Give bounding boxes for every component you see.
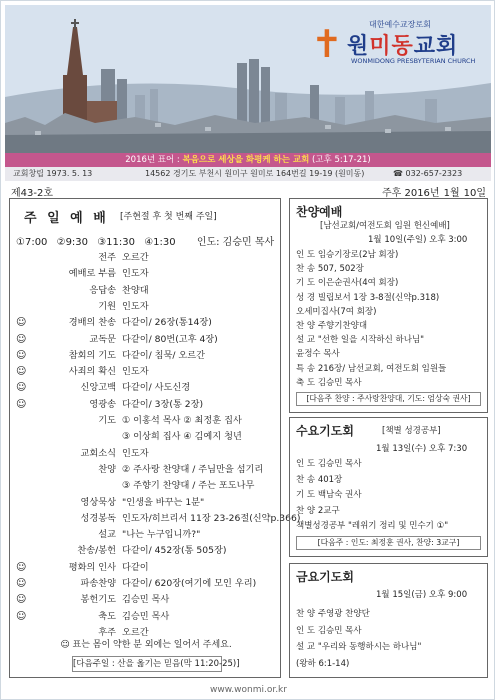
order-value: 다같이 (122, 561, 149, 573)
worship-order-row (10, 528, 282, 542)
worship-order-row (10, 610, 282, 624)
worship-order-row (10, 381, 282, 395)
praise-row: 윤정수 목사 (296, 349, 340, 360)
order-label: 교독문 (89, 333, 116, 345)
issue-number: 제43-2호 (11, 188, 54, 199)
sunday-worship-section (9, 198, 301, 678)
order-value: 오르간 (122, 252, 149, 263)
praise-service-section (289, 198, 488, 413)
order-value: 다같이/ 80번(고후 4장) (122, 333, 218, 345)
worship-order-row (10, 496, 282, 510)
order-value: 인도자 (122, 366, 149, 378)
order-value: 찬양대 (122, 284, 149, 296)
logo-church-name: 원미동교회 (347, 34, 459, 59)
order-value: 김승민 목사 (122, 594, 170, 606)
order-label: 참회의 기도 (68, 349, 116, 361)
order-label: 예배로 부름 (68, 268, 116, 280)
order-label: 축도 (98, 610, 116, 622)
friday-row: (왕하 6:1-14) (296, 658, 350, 669)
order-value: 인도자 (122, 447, 149, 459)
worship-order-row (10, 447, 282, 461)
worship-order-row (10, 463, 282, 477)
order-value: "나는 누구입니까?" (122, 529, 201, 541)
order-label: 전주 (98, 252, 116, 263)
order-label: 찬양 (98, 463, 116, 475)
order-label: 성경봉독 (80, 512, 116, 524)
friday-date: 1월 15일(금) 오후 9:00 (376, 590, 468, 600)
wednesday-prayer-section (289, 417, 488, 557)
wednesday-row: 찬 송 401장 (296, 474, 343, 485)
church-info-bar (5, 167, 491, 181)
worship-order-row (10, 251, 282, 265)
motto-banner: 2016년 표어 : 복음으로 세상을 화평케 하는 교회 (고후 5:17-21) (5, 153, 491, 167)
wednesday-subtitle: [책별 성경공부] (382, 426, 441, 436)
order-label: 찬송/봉헌 (77, 545, 116, 557)
praise-row: 기 도 이은순권사(4여 회장) (296, 278, 399, 289)
praise-row: 오세미집사(7여 회장) (296, 306, 377, 317)
order-label: 사죄의 확신 (68, 366, 116, 378)
wednesday-next-note: [다음주 : 인도: 최정훈 권사, 찬양: 3교구] (296, 536, 481, 550)
order-label: 파송찬양 (80, 578, 116, 589)
order-label: 설교 (98, 529, 116, 541)
worship-order-row (10, 414, 282, 428)
order-label: 평화의 인사 (68, 561, 116, 573)
worship-order-row (10, 561, 282, 575)
worship-order-row (10, 349, 282, 363)
stand-icon: ☺ (16, 366, 27, 378)
service-time: ③11:30 (97, 237, 136, 248)
worship-order-row (10, 284, 282, 298)
church-address: 14562 경기도 부천시 원미구 원미로 164번길 19-19 (원미동) (145, 169, 365, 178)
wednesday-row: 찬 양 2교구 (296, 505, 340, 516)
stand-icon: ☺ (16, 578, 27, 589)
friday-row: 찬 양 주영광 찬양단 (296, 609, 370, 619)
order-value: ② 주사랑 찬양대 / 주님만을 섬기리 (122, 463, 264, 475)
website-url[interactable]: www.wonmi.or.kr (210, 685, 287, 695)
wednesday-row: 인 도 김승민 목사 (296, 459, 362, 469)
worship-order-row (10, 365, 282, 379)
stand-icon: ☺ (16, 561, 27, 573)
order-value: 다같이/ 620장(여기에 모인 우리) (122, 578, 257, 589)
order-label: 교회소식 (80, 447, 116, 459)
standing-note: ☺ 표는 몸이 약한 분 외에는 일어서 주세요. (60, 640, 232, 650)
worship-title: 주 일 예 배 (24, 211, 109, 226)
praise-date: 1월 10일(주일) 오후 3:00 (368, 235, 468, 245)
stand-icon: ☺ (16, 398, 27, 410)
praise-next-note: [다음주 찬양 : 주사랑찬양대, 기도: 엄상숙 권사] (296, 392, 481, 406)
service-time: ②9:30 (56, 237, 89, 248)
service-time: ④1:30 (144, 237, 176, 248)
worship-order-row (10, 333, 282, 347)
praise-subtitle: [남선교회/여전도회 임원 헌신예배] (320, 221, 450, 231)
order-label: 신앙고백 (80, 382, 116, 394)
friday-title: 금요기도회 (296, 570, 354, 584)
order-value: 인도자 (122, 268, 149, 280)
order-label: 영상묵상 (80, 496, 116, 508)
order-value: "인생을 바꾸는 1분" (122, 496, 205, 508)
praise-row: 찬 양 주향기찬양대 (296, 321, 368, 331)
order-value: 인도자/히브리서 11장 23-26절(신약p.366) (122, 512, 301, 524)
order-label: 기원 (98, 300, 116, 312)
order-value: 다같이/ 452장(통 505장) (122, 545, 227, 557)
friday-row: 설 교 "우리와 동행하시는 하나님" (296, 642, 422, 652)
worship-order-row (10, 479, 282, 493)
order-value: ① 이홍석 목사 ② 최정훈 집사 (122, 415, 242, 426)
order-value: 김승민 목사 (122, 610, 170, 622)
wednesday-date: 1월 13일(수) 오후 7:30 (376, 444, 468, 454)
worship-order-row (10, 300, 282, 314)
wednesday-row: 기 도 백남숙 권사 (296, 490, 362, 500)
logo-english-name: WONMIDONG PRESBYTERIAN CHURCH (351, 57, 476, 65)
worship-order-row (10, 544, 282, 558)
order-label: 봉헌기도 (80, 594, 116, 606)
wednesday-title: 수요기도회 (296, 424, 354, 438)
order-label: 기도 (98, 415, 116, 426)
stand-icon: ☺ (16, 317, 27, 329)
praise-title: 찬양예배 (296, 205, 343, 219)
worship-leader: 인도: 김승민 목사 (196, 237, 275, 248)
stand-icon: ☺ (16, 382, 27, 394)
founded-date: 교회창립 1973. 5. 13 (13, 169, 93, 178)
next-sunday-note: [다음주일 : 산을 옮기는 믿음(막 11:20-25)] (72, 656, 222, 672)
friday-row: 인 도 김승민 목사 (296, 625, 362, 636)
order-value: 다같이/ 침묵/ 오르간 (122, 349, 206, 361)
worship-order-row (10, 267, 282, 281)
logo-denomination: 대한예수교장로회 (369, 20, 431, 29)
order-value: 인도자 (122, 300, 149, 312)
issue-date: 주후 2016년 1월 10일 (381, 188, 486, 199)
praise-row: 인 도 임승기장로(2남 회장) (296, 250, 399, 260)
stand-icon: ☺ (16, 610, 27, 622)
order-label: 경배의 찬송 (68, 317, 116, 329)
order-value: 다같이/ 사도신경 (122, 382, 191, 394)
church-logo (311, 15, 476, 75)
praise-row: 특 송 216장/ 남선교회, 여전도회 임원들 (296, 363, 447, 374)
service-time: ①7:00 (16, 237, 48, 248)
order-value: ③ 이상희 집사 ④ 김예지 청년 (122, 431, 242, 443)
church-phone: ☎ 032-657-2323 (393, 169, 463, 178)
order-label: 후주 (98, 626, 116, 638)
praise-row: 축 도 김승민 목사 (296, 377, 362, 388)
city-photo (5, 5, 491, 153)
order-label: 응답송 (89, 284, 116, 296)
order-value: 오르간 (122, 626, 149, 638)
stand-icon: ☺ (16, 333, 27, 345)
order-value: 다같이/ 3장(통 2장) (122, 398, 204, 410)
friday-prayer-section (289, 563, 488, 678)
worship-order-row (10, 430, 282, 444)
worship-order-row (10, 577, 282, 591)
praise-row: 성 경 빌립보서 1장 3-8절(신약p.318) (296, 292, 440, 303)
order-value: ③ 주향기 찬양대 / 주는 포도나무 (122, 480, 255, 492)
order-label: 영광송 (89, 398, 116, 410)
wednesday-row: 책별성경공부 "레위기 정리 및 민수기 ①" (296, 521, 449, 531)
stand-icon: ☺ (16, 594, 27, 606)
stand-icon: ☺ (16, 349, 27, 361)
worship-order-row (10, 316, 282, 330)
cross-icon: ✝ (311, 22, 343, 66)
worship-subtitle: [주현절 후 첫 번째 주일] (120, 212, 217, 222)
worship-order-row (10, 398, 282, 412)
praise-row: 설 교 "선한 일을 시작하신 하나님" (296, 335, 425, 346)
worship-order-row (10, 593, 282, 607)
order-value: 다같이/ 26장(통14장) (122, 317, 212, 329)
worship-order-row (10, 512, 301, 526)
service-times (16, 233, 280, 248)
praise-row: 찬 송 507, 502장 (296, 264, 364, 275)
